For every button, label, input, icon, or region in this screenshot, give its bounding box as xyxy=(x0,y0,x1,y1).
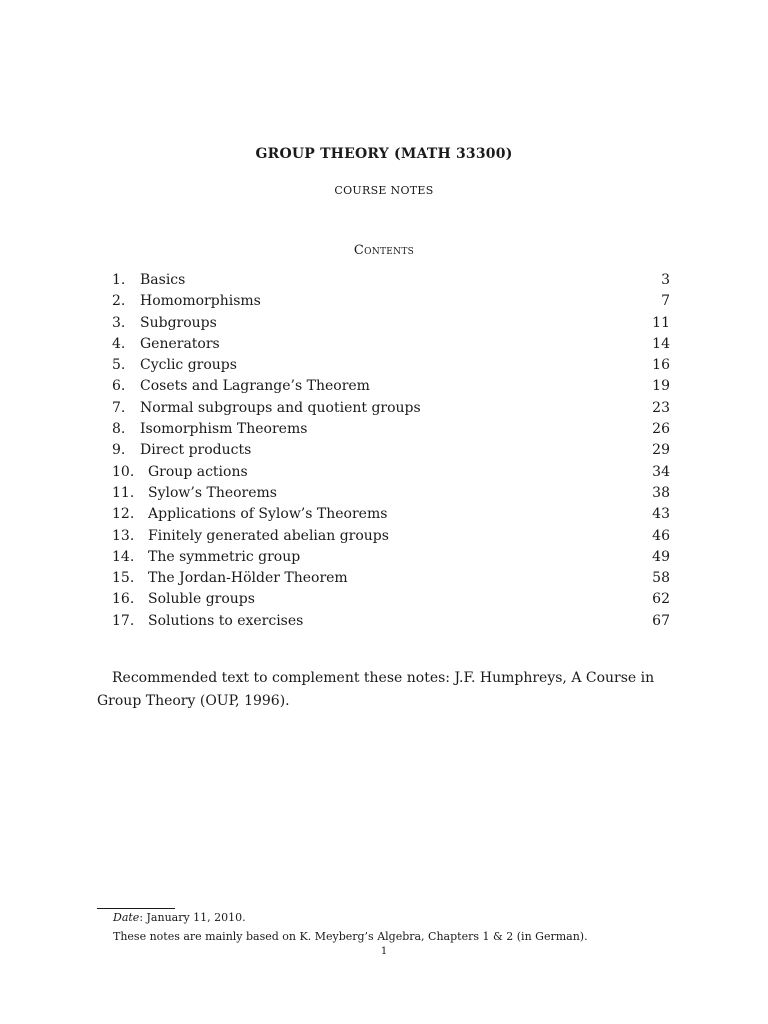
toc-entry-page: 16 xyxy=(652,357,670,374)
toc-entry-number: 3. xyxy=(112,314,126,331)
toc-entry-page: 26 xyxy=(652,421,670,438)
toc-entry-number: 13. xyxy=(112,527,135,544)
toc-entry-title: Normal subgroups and quotient groups xyxy=(140,399,421,416)
contents-heading xyxy=(0,243,768,258)
toc-entry-title: Finitely generated abelian groups xyxy=(148,527,389,544)
toc-entry-page: 62 xyxy=(652,591,670,608)
footnote-date-value: : January 11, 2010. xyxy=(139,911,246,924)
toc-entry xyxy=(112,568,670,589)
toc-entry-title: Cosets and Lagrange’s Theorem xyxy=(140,378,370,395)
toc-entry-title: Applications of Sylow’s Theorems xyxy=(148,506,388,523)
toc-entry xyxy=(112,611,670,632)
toc-entry-title: The Jordan-Hölder Theorem xyxy=(148,570,348,587)
contents-heading-text: Contents xyxy=(353,243,415,258)
footnote-divider xyxy=(97,908,175,909)
toc-entry-number: 16. xyxy=(112,591,135,608)
toc-entry-number: 10. xyxy=(112,463,135,480)
toc-entry-title: Solutions to exercises xyxy=(148,612,304,629)
toc-entry-number: 17. xyxy=(112,612,135,629)
toc-entry-page: 29 xyxy=(652,442,670,459)
toc-entry-page: 67 xyxy=(652,612,670,629)
toc-entry xyxy=(112,419,670,440)
toc-entry-page: 38 xyxy=(652,484,670,501)
toc-entry-title: Soluble groups xyxy=(148,591,255,608)
toc-entry-number: 12. xyxy=(112,506,135,523)
page-number: 1 xyxy=(380,946,388,957)
toc-entry xyxy=(112,376,670,397)
toc-entry-page: 49 xyxy=(652,548,670,565)
toc-entry-page: 23 xyxy=(652,399,670,416)
toc-entry xyxy=(112,440,670,461)
toc-entry-title: Generators xyxy=(140,335,220,352)
table-of-contents xyxy=(112,270,670,632)
toc-entry-number: 15. xyxy=(112,570,135,587)
toc-entry-title: Subgroups xyxy=(140,314,217,331)
document-subtitle: COURSE NOTES xyxy=(334,184,434,197)
toc-entry-title: Isomorphism Theorems xyxy=(140,421,308,438)
document-title: GROUP THEORY (MATH 33300) xyxy=(255,146,513,162)
toc-entry-page: 3 xyxy=(661,272,670,288)
toc-entry-number: 8. xyxy=(112,421,126,438)
toc-entry xyxy=(112,313,670,334)
toc-entry xyxy=(112,547,670,568)
toc-entry-title: Sylow’s Theorems xyxy=(148,484,277,501)
toc-entry-page: 46 xyxy=(652,527,670,544)
toc-entry-page: 58 xyxy=(652,570,670,587)
toc-entry-number: 5. xyxy=(112,357,126,374)
toc-entry-number: 1. xyxy=(112,272,126,288)
toc-entry xyxy=(112,589,670,610)
toc-entry-page: 14 xyxy=(652,335,670,352)
toc-entry xyxy=(112,504,670,525)
toc-entry xyxy=(112,526,670,547)
toc-entry-number: 4. xyxy=(112,335,126,352)
toc-entry-title: Basics xyxy=(140,272,186,288)
footnote-date xyxy=(113,911,246,925)
toc-entry xyxy=(112,291,670,312)
toc-entry xyxy=(112,462,670,483)
toc-entry-number: 6. xyxy=(112,378,126,395)
toc-entry-number: 9. xyxy=(112,442,126,459)
toc-entry-title: Cyclic groups xyxy=(140,357,237,374)
toc-entry-title: Homomorphisms xyxy=(140,293,261,310)
toc-entry-page: 19 xyxy=(652,378,670,395)
toc-entry-page: 43 xyxy=(652,506,670,523)
toc-entry-number: 14. xyxy=(112,548,135,565)
toc-entry-title: Direct products xyxy=(140,442,252,459)
toc-entry xyxy=(112,334,670,355)
toc-entry-page: 11 xyxy=(652,314,670,331)
toc-entry-page: 7 xyxy=(661,293,670,310)
footnote-date-label: Date xyxy=(113,911,140,924)
toc-entry-number: 11. xyxy=(112,484,135,501)
toc-entry-title: Group actions xyxy=(148,463,248,480)
toc-entry xyxy=(112,398,670,419)
toc-entry xyxy=(112,483,670,504)
toc-entry-page: 34 xyxy=(652,463,670,480)
toc-entry xyxy=(112,355,670,376)
toc-entry-title: The symmetric group xyxy=(148,548,301,565)
recommended-text-paragraph: Recommended text to complement these notes: J.F. Humphreys, A Course in Group Theory (OUP, 1996). xyxy=(97,670,655,709)
toc-entry-number: 2. xyxy=(112,293,126,310)
toc-entry xyxy=(112,270,670,291)
footnote-source: These notes are mainly based on K. Meyberg’s Algebra, Chapters 1 & 2 (in German). xyxy=(113,930,588,943)
toc-entry-number: 7. xyxy=(112,399,126,416)
